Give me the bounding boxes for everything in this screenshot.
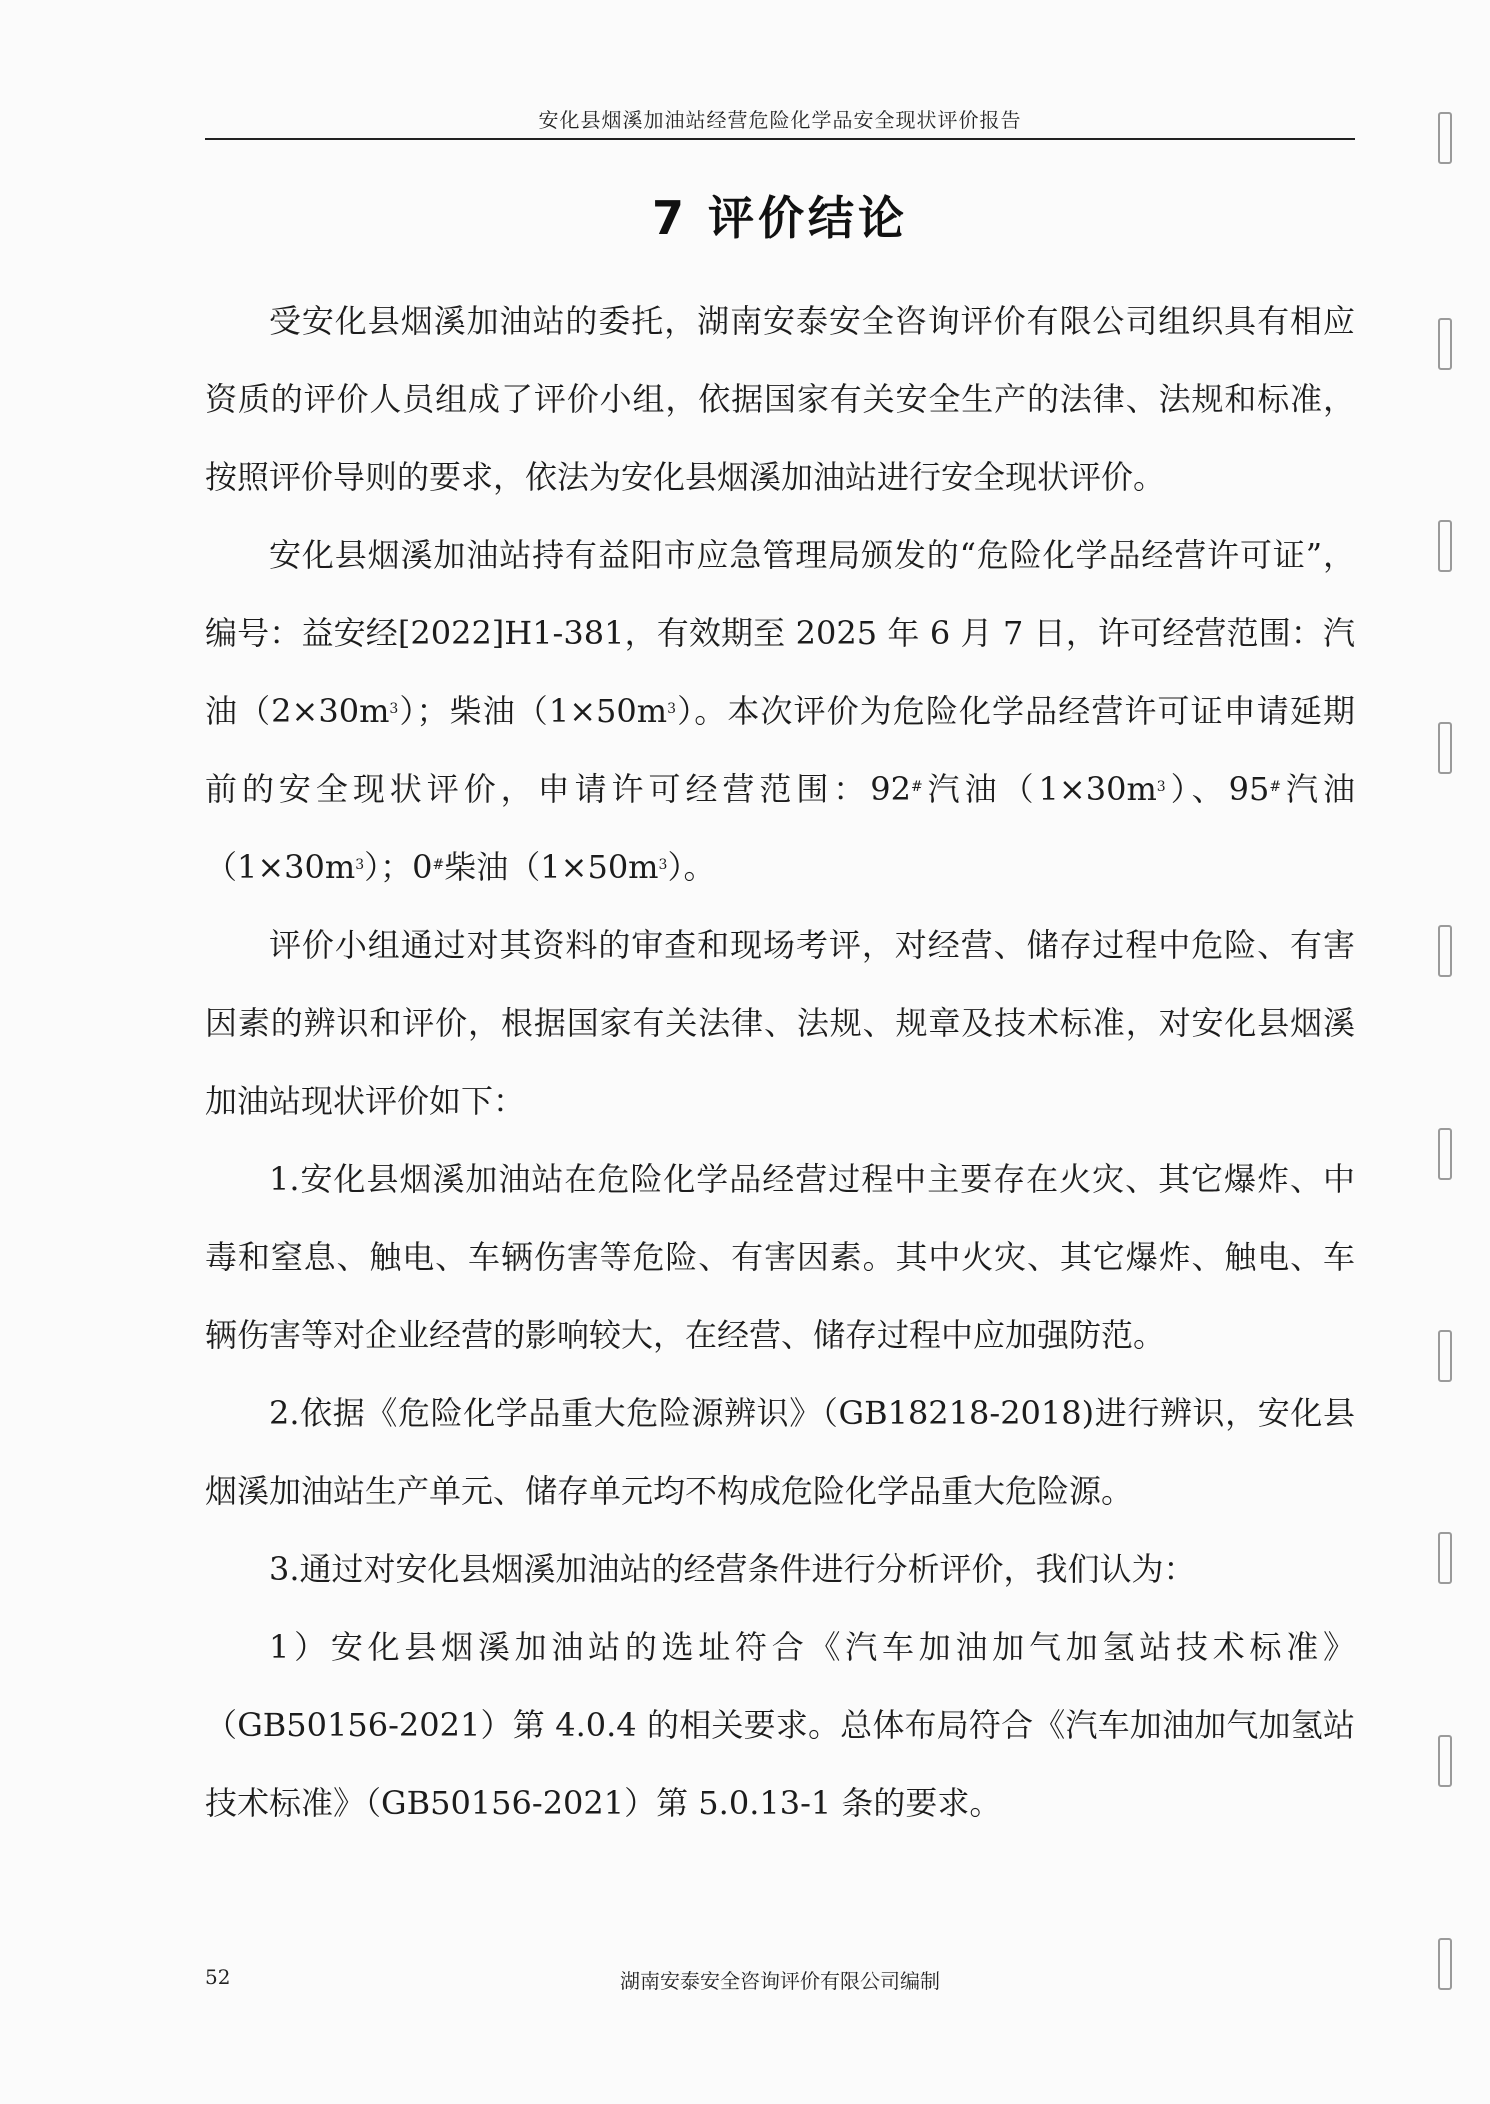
superscript-grade: # <box>1269 779 1282 795</box>
superscript-cubic: 3 <box>667 701 677 717</box>
paragraph-evaluation-basis: 评价小组通过对其资料的审查和现场考评，对经营、储存过程中危险、有害因素的辨识和评价，根据国家有关法律、法规、规章及技术标准，对安化县烟溪加油站现状评价如下： <box>205 926 1355 1120</box>
superscript-cubic: 3 <box>658 857 668 873</box>
binding-hole-mark <box>1438 112 1452 164</box>
license-text-h: 柴油（1×50m <box>444 848 659 886</box>
license-text-f: 汽油（1×30m <box>205 770 1355 886</box>
paragraph-conclusion-3: 3.通过对安化县烟溪加油站的经营条件进行分析评价，我们认为： <box>269 1550 1196 1588</box>
running-header: 安化县烟溪加油站经营危险化学品安全现状评价报告 <box>538 108 1022 132</box>
binding-hole-mark <box>1438 1128 1452 1180</box>
paragraph-conclusion-2: 2.依据《危险化学品重大危险源辨识》（GB18218-2018)进行辨识，安化县烟溪加油站生产单元、储存单元均不构成危险化学品重大危险源。 <box>205 1394 1355 1510</box>
license-text-a: 安化县烟溪加油站持有益阳市应急管理局颁发的“危险化学品经营许可证”，编号：益安经[2022]H1-381，有效期至 2025 年 6 月 7 日，许可经营范围：汽油（2×30m <box>205 536 1355 730</box>
binding-hole-mark <box>1438 1735 1452 1787</box>
chapter-title: 7 评价结论 <box>651 191 909 245</box>
superscript-cubic: 3 <box>389 701 399 717</box>
license-text-i: ）。 <box>667 848 716 886</box>
header-rule <box>205 138 1355 140</box>
binding-hole-mark <box>1438 318 1452 370</box>
running-footer: 湖南安泰安全咨询评价有限公司编制 <box>620 1969 940 1993</box>
license-text-e: ）、95 <box>1165 770 1270 808</box>
body-text <box>205 282 1355 1842</box>
binding-hole-mark <box>1438 925 1452 977</box>
superscript-cubic: 3 <box>355 857 365 873</box>
license-text-c: ）。本次评价为危险化学品经营许可证申请延期前的安全现状评价，申请许可经营范围：92 <box>205 692 1355 808</box>
license-text-d: 汽油（1×30m <box>922 770 1157 808</box>
superscript-cubic: 3 <box>1156 779 1166 795</box>
paragraph-license <box>205 516 1355 906</box>
paragraph-conclusion-3-1: 1）安化县烟溪加油站的选址符合《汽车加油加气加氢站技术标准》（GB50156-2021）第 4.0.4 的相关要求。总体布局符合《汽车加油加气加氢站技术标准》（GB50156-2021）第 5.0.13-1 条的要求。 <box>205 1628 1355 1822</box>
paragraph-conclusion-1: 1.安化县烟溪加油站在危险化学品经营过程中主要存在火灾、其它爆炸、中毒和窒息、触电、车辆伤害等危险、有害因素。其中火灾、其它爆炸、触电、车辆伤害等对企业经营的影响较大，在经营、储存过程中应加强防范。 <box>205 1160 1355 1354</box>
binding-hole-mark <box>1438 1330 1452 1382</box>
paragraph-commission: 受安化县烟溪加油站的委托，湖南安泰安全咨询评价有限公司组织具有相应资质的评价人员组成了评价小组，依据国家有关安全生产的法律、法规和标准，按照评价导则的要求，依法为安化县烟溪加油站进行安全现状评价。 <box>205 302 1355 496</box>
page-number: 52 <box>205 1965 231 1989</box>
binding-hole-mark <box>1438 1938 1452 1990</box>
license-text-b: ）；柴油（1×50m <box>398 692 668 730</box>
binding-hole-mark <box>1438 1532 1452 1584</box>
binding-hole-mark <box>1438 520 1452 572</box>
license-text-g: ）；0 <box>364 848 433 886</box>
binding-hole-mark <box>1438 722 1452 774</box>
superscript-grade: # <box>910 779 923 795</box>
superscript-grade: # <box>432 857 445 873</box>
